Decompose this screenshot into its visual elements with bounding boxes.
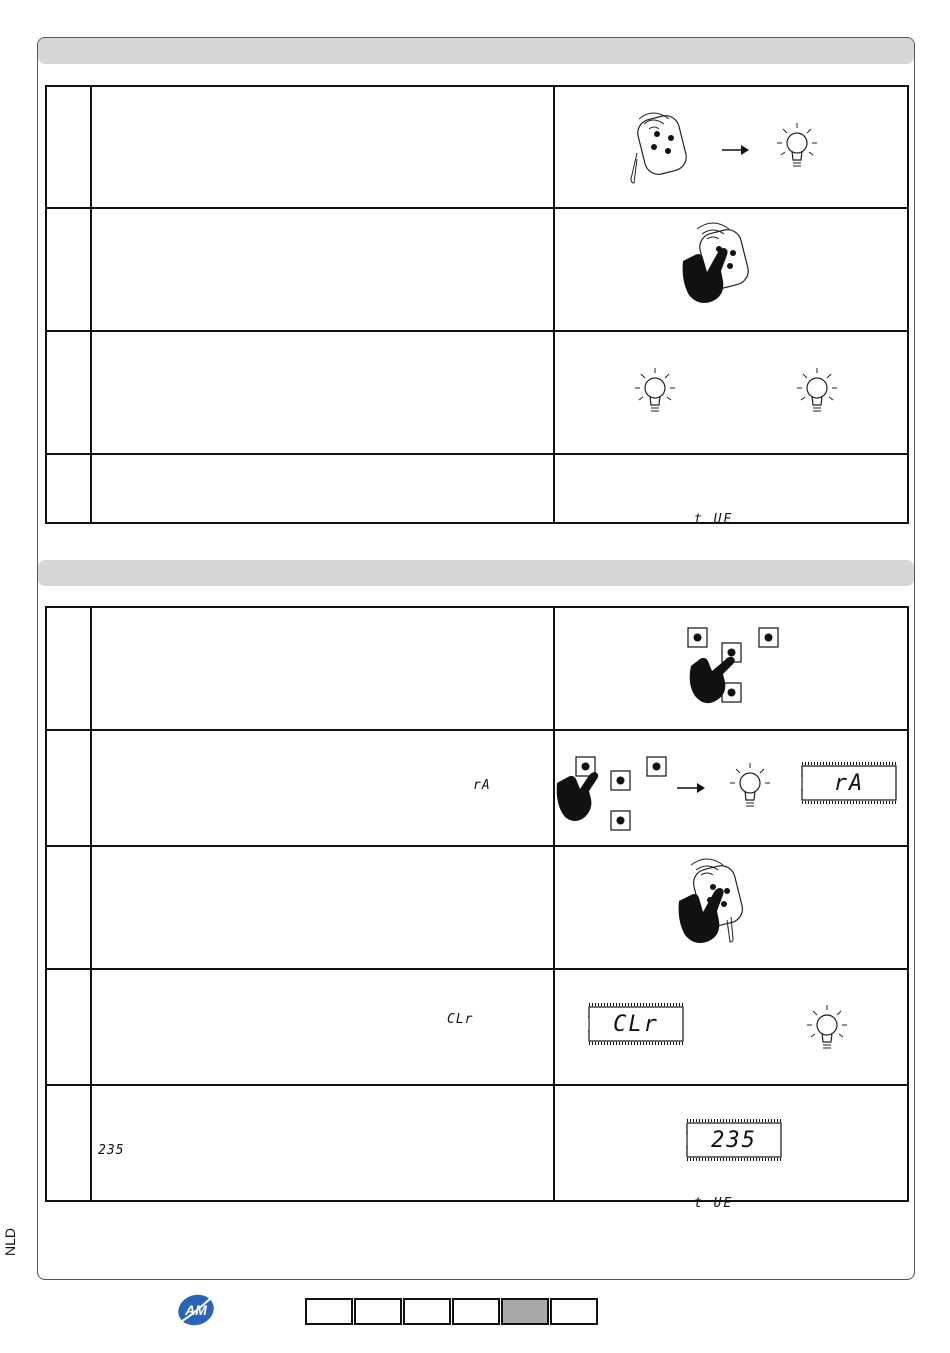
step-illustration-cell (554, 86, 908, 208)
step-text-cell (91, 208, 554, 331)
hand-icon (683, 248, 728, 303)
step-text-cell (91, 1085, 554, 1201)
lcd-display-text: CLr (613, 1012, 659, 1037)
page-indicator-box-active (501, 1298, 549, 1325)
page-indicator-box (403, 1298, 451, 1325)
table-row (46, 607, 908, 730)
button-icon (759, 628, 778, 647)
page-indicator-box (305, 1298, 353, 1325)
hand-pressing-remote-illustration (555, 847, 907, 963)
step-number-cell (46, 86, 91, 208)
button-icon (611, 811, 630, 830)
step-number-cell (46, 969, 91, 1085)
arrow-right-icon (722, 145, 749, 155)
lamp-icon (635, 368, 675, 411)
step-illustration-cell (554, 1085, 908, 1201)
step-number-cell (46, 208, 91, 331)
hand-pressing-remote-illustration (555, 209, 907, 325)
lamp-icon (807, 1005, 847, 1048)
section-1-steps-table (45, 85, 909, 524)
section-2-header-bar (38, 560, 914, 586)
step-text-cell (91, 454, 554, 523)
table-row (46, 730, 908, 846)
step-text-cell (91, 331, 554, 454)
step-illustration-cell (554, 607, 908, 730)
hand-icon (557, 772, 598, 821)
lamp-icon (777, 123, 817, 166)
brand-logo (174, 1293, 216, 1327)
timeout-display-text: t UE (694, 512, 734, 527)
inline-display-code: CLr (447, 1012, 474, 1027)
remote-to-lamp-illustration (555, 87, 907, 202)
step-text-cell (91, 969, 554, 1085)
page-indicator-box (354, 1298, 402, 1325)
table-row (46, 208, 908, 331)
lcd-display-icon (801, 762, 897, 804)
table-row (46, 846, 908, 969)
step-illustration-cell (554, 846, 908, 969)
table-row (46, 331, 908, 454)
step-illustration-cell (554, 730, 908, 846)
language-side-label: NLD (2, 1227, 18, 1256)
table-row (46, 969, 908, 1085)
step-text-cell (91, 86, 554, 208)
lamp-icon (797, 368, 837, 411)
table-row (46, 1085, 908, 1201)
timeout-display-text: t UE (694, 1196, 734, 1211)
step-number-cell (46, 607, 91, 730)
hand-pressing-board-buttons-illustration (555, 608, 907, 724)
lamp-icon (730, 763, 770, 806)
step-number-cell (46, 846, 91, 969)
arrow-right-icon (677, 783, 705, 793)
step-text-cell (91, 846, 554, 969)
button-icon (688, 628, 707, 647)
section-2-steps-table (45, 606, 909, 1202)
lamp-illustration (555, 970, 907, 1086)
button-icon (611, 771, 630, 790)
step-number-cell (46, 454, 91, 523)
inline-display-code: 235 (98, 1143, 125, 1158)
step-number-cell (46, 331, 91, 454)
page-indicator-box (452, 1298, 500, 1325)
lcd-display-text: 235 (711, 1128, 757, 1153)
lcd-display-icon (686, 1119, 782, 1161)
step-text-cell (91, 730, 554, 846)
inline-display-code: rA (473, 778, 491, 793)
step-text-cell (91, 607, 554, 730)
two-lamps-illustration (555, 332, 907, 448)
remote-icon (631, 113, 689, 183)
step-illustration-cell (554, 969, 908, 1085)
step-illustration-cell (554, 208, 908, 331)
step-number-cell (46, 730, 91, 846)
hand-icon (679, 888, 724, 943)
step-illustration-cell (554, 331, 908, 454)
table-row (46, 86, 908, 208)
page-indicator-box (550, 1298, 598, 1325)
step-number-cell (46, 1085, 91, 1201)
table-row (46, 454, 908, 523)
section-1-header-bar (38, 38, 914, 64)
button-icon (647, 757, 666, 776)
lcd-display-text: rA (833, 771, 865, 796)
logo-text: AM (185, 1302, 207, 1318)
